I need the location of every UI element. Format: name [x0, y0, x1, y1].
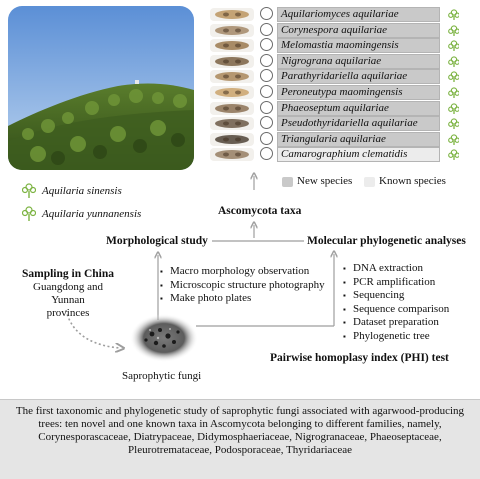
step-item: ▪ Sequence comparison	[343, 303, 449, 317]
culture-plate-icon	[260, 101, 273, 114]
species-row	[208, 132, 440, 147]
specimen-thumbnail	[210, 70, 254, 83]
specimen-thumbnail	[210, 86, 254, 99]
species-name: Corynespora aquilariae	[277, 23, 440, 38]
culture-plate-icon	[260, 23, 273, 36]
species-row	[208, 147, 440, 162]
species-row	[208, 54, 440, 69]
step-item: ▪ Make photo plates	[160, 292, 325, 306]
species-name: Peroneutypa maomingensis	[277, 85, 440, 100]
tree-icon	[22, 182, 36, 198]
tree-icon	[448, 8, 459, 20]
specimen-thumbnail	[210, 55, 254, 68]
specimen-thumbnail	[210, 102, 254, 115]
culture-plate-icon	[260, 85, 273, 98]
culture-plate-icon	[260, 38, 273, 51]
step-item: ▪ Sequencing	[343, 289, 449, 303]
species-row	[208, 7, 440, 22]
tree-icon	[22, 205, 36, 221]
saprophytic-fungi-label: Saprophytic fungi	[122, 370, 202, 382]
species-row	[208, 38, 440, 53]
sampling-line-2: Yunnan	[51, 294, 85, 306]
culture-plate-icon	[260, 147, 273, 160]
ascomycota-label: Ascomycota taxa	[218, 205, 302, 217]
summary-text: The first taxonomic and phylogenetic study of saprophytic fungi associated with agarwood-producing trees: ten novel and one known taxa in Ascomycota belonging to different families, namely, Corynesporascaceae, Diatrypaceae, Didymosphaeriaceae, Nigrogranaceae, Phaeoseptaceae, Pleurotremataceae, Podosporaceae, Thyridariaceae	[15, 405, 465, 456]
tree-icon	[448, 55, 459, 67]
tree-icon	[448, 117, 459, 129]
species-row	[208, 69, 440, 84]
culture-plate-icon	[260, 132, 273, 145]
molecular-analyses-label: Molecular phylogenetic analyses	[307, 235, 466, 247]
specimen-thumbnail	[210, 117, 254, 130]
phi-test-label: Pairwise homoplasy index (PHI) test	[270, 352, 449, 364]
fungi-micrograph	[128, 312, 200, 364]
step-item: ▪ Phylogenetic tree	[343, 330, 449, 344]
specimen-thumbnail	[210, 133, 254, 146]
step-item: ▪ DNA extraction	[343, 262, 449, 276]
specimen-thumbnail	[210, 8, 254, 21]
host-aquilaria-yunnanensis: Aquilaria yunnanensis	[42, 208, 142, 220]
new-species-swatch	[282, 177, 293, 187]
sampling-block	[8, 268, 128, 320]
culture-plate-icon	[260, 7, 273, 20]
host-aquilaria-sinensis: Aquilaria sinensis	[42, 185, 122, 197]
step-item: ▪ PCR amplification	[343, 276, 449, 290]
legend-new-label: New species	[297, 175, 353, 187]
culture-plate-icon	[260, 116, 273, 129]
species-name: Parathyridariella aquilariae	[277, 69, 440, 84]
species-row	[208, 116, 440, 131]
specimen-thumbnail	[210, 24, 254, 37]
sampling-title: Sampling in China	[21, 268, 115, 280]
legend-known-label: Known species	[379, 175, 446, 187]
sampling-line-3: provinces	[46, 307, 90, 319]
species-name: Nigrograna aquilariae	[277, 54, 440, 69]
specimen-thumbnail	[210, 39, 254, 52]
species-name: Phaeoseptum aquilariae	[277, 101, 440, 116]
species-name: Triangularia aquilariae	[277, 132, 440, 147]
molecular-steps	[343, 262, 449, 343]
step-item: ▪ Microscopic structure photography	[160, 279, 325, 293]
summary-box	[0, 399, 480, 479]
step-item: ▪ Dataset preparation	[343, 316, 449, 330]
tree-icon	[448, 86, 459, 98]
tree-icon	[448, 39, 459, 51]
morphology-steps	[160, 265, 325, 306]
tree-icon	[448, 133, 459, 145]
species-name: Melomastia maomingensis	[277, 38, 440, 53]
sampling-line-1: Guangdong and	[33, 281, 103, 293]
step-item: ▪ Macro morphology observation	[160, 265, 325, 279]
tree-icon	[448, 148, 459, 160]
culture-plate-icon	[260, 54, 273, 67]
tree-icon	[448, 70, 459, 82]
species-row	[208, 23, 440, 38]
specimen-thumbnail	[210, 148, 254, 161]
species-name: Aquilariomyces aquilariae	[277, 7, 440, 22]
morphological-study-label: Morphological study	[106, 235, 208, 247]
species-name: Pseudothyridariella aquilariae	[277, 116, 440, 131]
tree-icon	[448, 102, 459, 114]
known-species-swatch	[364, 177, 375, 187]
forest-photo	[8, 6, 194, 170]
species-row	[208, 85, 440, 100]
species-name: Camarographium clematidis	[277, 147, 440, 162]
culture-plate-icon	[260, 69, 273, 82]
species-row	[208, 101, 440, 116]
tree-icon	[448, 24, 459, 36]
